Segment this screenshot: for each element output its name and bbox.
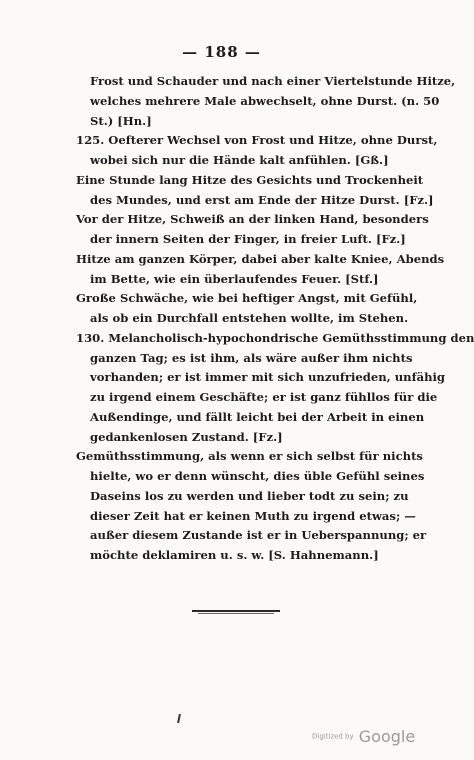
text-line: vorhanden; er ist immer mit sich unzufrieden, unfähig <box>90 370 446 385</box>
text-line: hielte, wo er denn wünscht, dies üble Gefühl seines <box>90 469 425 483</box>
watermark-prefix: Digitized by <box>312 732 354 741</box>
printer-mark <box>177 714 181 723</box>
digitization-watermark <box>312 726 415 746</box>
text-line: ganzen Tag; es ist ihm, als wäre außer ihm nichts <box>90 350 413 365</box>
text-line: wobei sich nur die Hände kalt anfühlen. [Gß.] <box>90 153 389 167</box>
text-line: Große Schwäche, wie bei heftiger Angst, mit Gefühl, <box>76 291 418 306</box>
google-logo: Google <box>358 727 416 746</box>
page-number: — 188 — <box>182 43 261 61</box>
text-line: als ob ein Durchfall entstehen wollte, im Stehen. <box>90 311 409 325</box>
section-divider-rule <box>192 610 280 612</box>
text-line: Vor der Hitze, Schweiß an der linken Hand, besonders <box>76 212 429 227</box>
text-line: welches mehrere Male abwechselt, ohne Durst. (n. 50 <box>90 93 440 108</box>
text-line: Eine Stunde lang Hitze des Gesichts und Trockenheit <box>76 172 424 187</box>
text-line: zu irgend einem Geschäfte; er ist ganz fühllos für die <box>90 390 438 404</box>
text-line: 130. Melancholisch-hypochondrische Gemüthsstimmung den <box>76 330 474 345</box>
text-line: möchte deklamiren u. s. w. [S. Hahnemann.] <box>90 548 379 562</box>
text-line: der innern Seiten der Finger, in freier Luft. [Fz.] <box>90 232 406 246</box>
text-line: dieser Zeit hat er keinen Muth zu irgend etwas; — <box>90 508 416 523</box>
text-line: des Mundes, und erst am Ende der Hitze Durst. [Fz.] <box>90 192 434 207</box>
symptom-text-block <box>76 72 474 566</box>
text-line: Außendinge, und fällt leicht bei der Arbeit in einen <box>90 409 425 424</box>
text-line: Gemüthsstimmung, als wenn er sich selbst für nichts <box>76 449 423 464</box>
text-line: Daseins los zu werden und lieber todt zu sein; zu <box>90 488 409 503</box>
text-line: 125. Oefterer Wechsel von Frost und Hitze, ohne Durst, <box>76 133 438 148</box>
text-line: gedankenlosen Zustand. [Fz.] <box>90 429 283 444</box>
text-line: Frost und Schauder und nach einer Viertelstunde Hitze, <box>90 74 456 88</box>
text-line: Hitze am ganzen Körper, dabei aber kalte Kniee, Abends <box>76 251 445 266</box>
text-line: außer diesem Zustande ist er in Ueberspannung; er <box>90 528 427 543</box>
text-line: St.) [Hn.] <box>90 113 152 128</box>
text-line: im Bette, wie ein überlaufendes Feuer. [Stf.] <box>90 271 379 286</box>
